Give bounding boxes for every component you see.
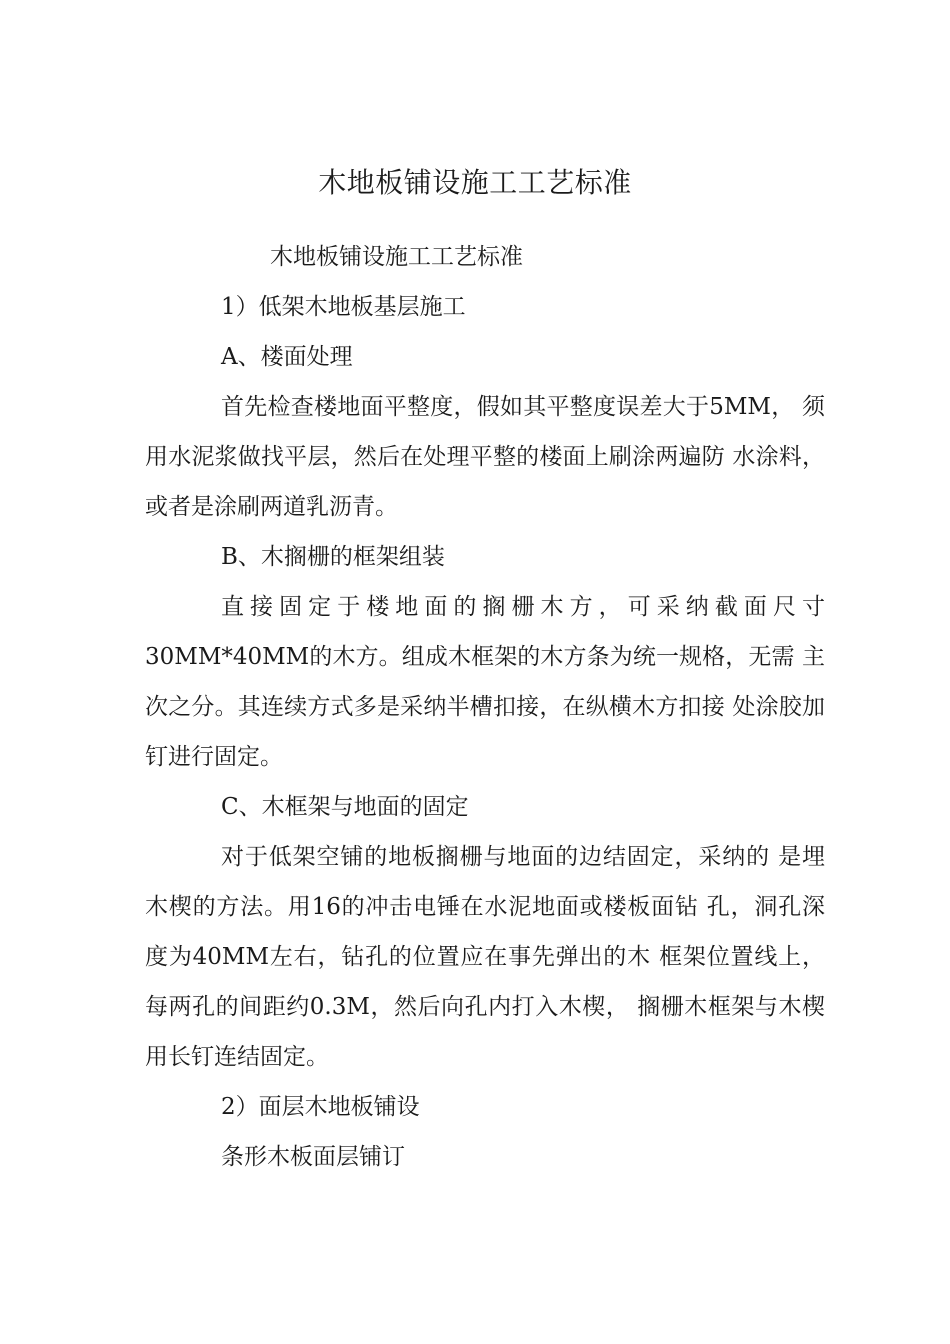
document-body — [145, 232, 825, 1182]
document-subtitle: 木地板铺设施工工艺标准 — [270, 244, 523, 270]
subsection-heading-b: B、木搁栅的框架组装 — [221, 544, 445, 570]
section-heading-2: 2）面层木地板铺设 — [221, 1094, 420, 1120]
subsection-heading-a: A、楼面处理 — [221, 344, 353, 370]
subsection-heading-strip-board: 条形木板面层铺订 — [221, 1144, 405, 1170]
subsection-heading-c: C、木框架与地面的固定 — [221, 794, 469, 820]
paragraph-frame-fixing: 对于低架空铺的地板搁栅与地面的边结固定，采纳的 是埋木楔的方法。用16的冲击电锤在水泥地面或楼板面钻 孔，洞孔深度为40MM左右，钻孔的位置应在事先弹出的木 框架位置线上，每两孔的间距约0.3M，然后向孔内打入木楔， 搁栅木框架与木楔用长钉连结固定。 — [145, 844, 825, 1070]
paragraph-joist-frame: 直接固定于楼地面的搁栅木方，可采纳截面尺寸30MM*40MM的木方。组成木框架的木方条为统一规格，无需 主次之分。其连续方式多是采纳半槽扣接，在纵横木方扣接 处涂胶加钉进行固定。 — [145, 594, 825, 770]
paragraph-floor-treatment: 首先检查楼地面平整度，假如其平整度误差大于5MM， 须用水泥浆做找平层，然后在处理平整的楼面上刷涂两遍防 水涂料，或者是涂刷两道乳沥青。 — [145, 394, 825, 520]
document-title: 木地板铺设施工工艺标准 — [318, 166, 632, 199]
section-heading-1: 1）低架木地板基层施工 — [221, 294, 466, 320]
